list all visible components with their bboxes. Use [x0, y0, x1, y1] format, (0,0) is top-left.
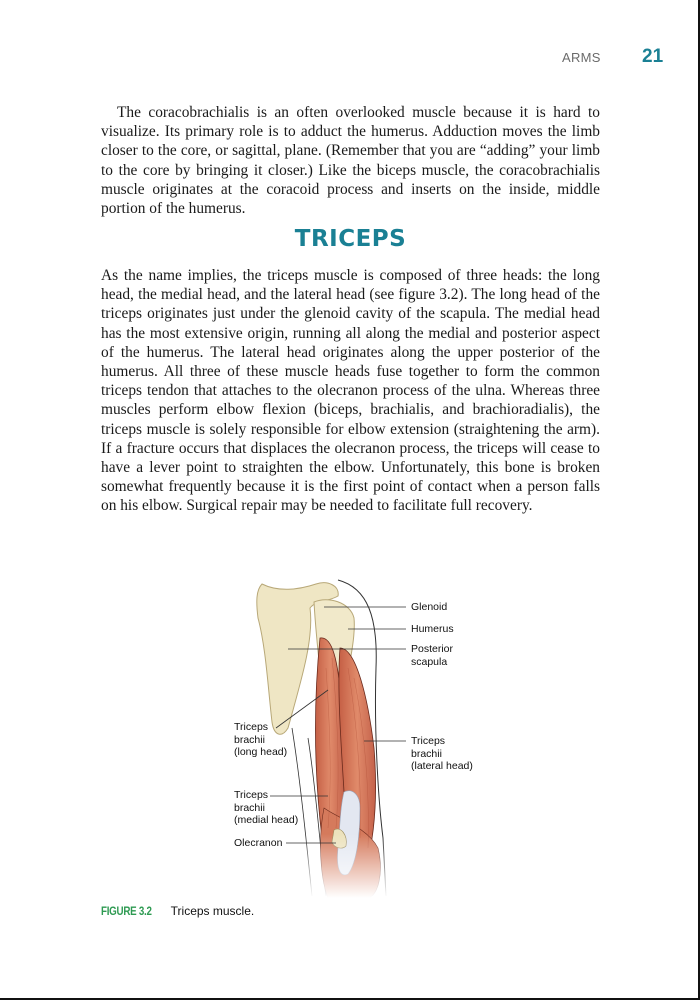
figure-caption-text: Triceps muscle.: [170, 904, 255, 918]
chapter-title: ARMS: [562, 50, 601, 65]
triceps-figure: [228, 578, 488, 898]
paragraph-coracobrachialis: The coracobrachialis is an often overlooked muscle because it is hard to visualize. Its primary role is to adduct the humerus. Adduction moves the limb closer to the core, or sagittal, plane. (Remember that you are “adding” your limb to the core by bringing it closer.) Like the biceps muscle, the coracobrachialis muscle originates at the coracoid process and inserts on the inside, middle portion of the humerus.: [101, 104, 600, 218]
label-triceps-medial-head: Triceps brachii (medial head): [234, 789, 299, 826]
label-posterior-scapula: Posterior scapula: [411, 643, 454, 668]
figure-caption: [101, 904, 254, 918]
figure-number: FIGURE 3.2: [101, 906, 152, 918]
running-head: [0, 48, 700, 68]
label-glenoid: Glenoid: [411, 601, 448, 613]
label-triceps-long-head: Triceps brachii (long head): [234, 721, 288, 758]
section-heading: TRICEPS: [294, 226, 407, 252]
paragraph-triceps: As the name implies, the triceps muscle is composed of three heads: the long head, the medial head, and the lateral head (see figure 3.2). The long head of the triceps originates just under the glenoid cavity of the scapula. The medial head has the most extensive origin, running all along the medial and posterior aspect of the humerus. The lateral head originates along the upper posterior of the humerus. All three of these muscle heads fuse together to form the common triceps tendon that attaches to the olecranon process of the ulna. Whereas three muscles perform elbow flexion (biceps, brachialis, and brachioradialis), the triceps muscle is solely responsible for elbow extension (straightening the arm). If a fracture occurs that displaces the olecranon process, the triceps will cease to have a lever point to straighten the elbow. Unfortunately, this bone is broken somewhat frequently because it is the first point of contact when a person falls on his elbow. Surgical repair may be needed to facilitate full recovery.: [101, 267, 600, 515]
label-triceps-lateral-head: Triceps brachii (lateral head): [411, 735, 473, 772]
page-number: 21: [642, 46, 664, 67]
label-olecranon: Olecranon: [234, 837, 283, 849]
label-humerus: Humerus: [411, 623, 454, 635]
